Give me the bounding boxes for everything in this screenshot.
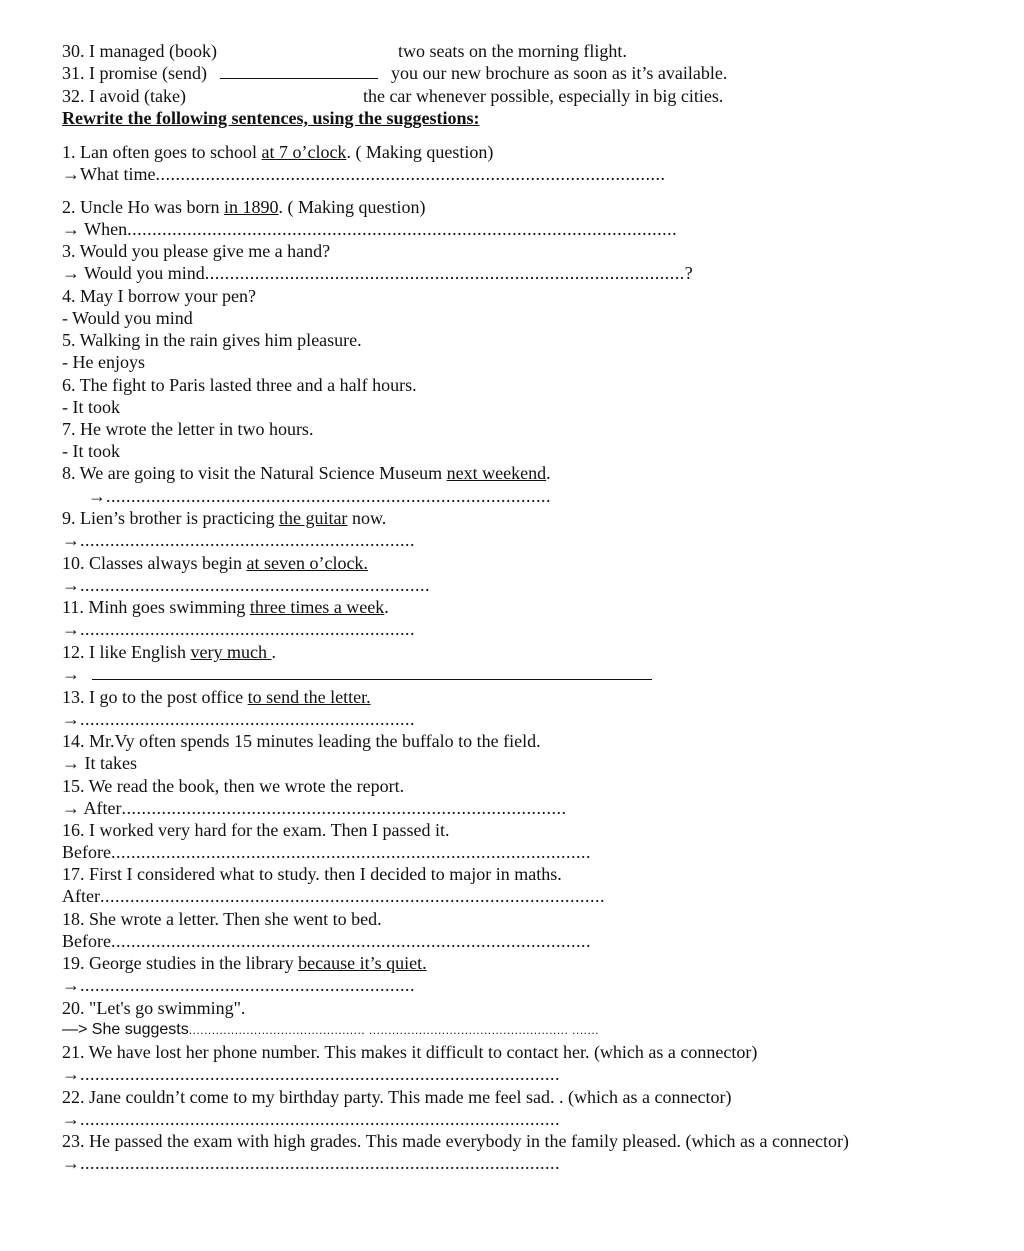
answer-11[interactable] [62, 618, 415, 640]
question-9-suffix: now. [347, 508, 387, 528]
answer-16[interactable] [62, 841, 591, 863]
answer-19[interactable] [62, 974, 415, 996]
answer-7[interactable]: - It took [62, 441, 120, 461]
question-8-underlined: next weekend [446, 463, 547, 483]
question-11-underlined: three times a week [249, 597, 385, 617]
answer-3-dots[interactable]: ................................................................................................? [204, 263, 694, 283]
arrow-icon: → [62, 530, 80, 550]
arrow-icon: → [62, 1064, 80, 1084]
question-1-suffix: . ( Making question) [346, 142, 494, 162]
answer-15[interactable] [62, 797, 566, 819]
question-5: 5. Walking in the rain gives him pleasure. [62, 330, 362, 350]
question-8-text: 8. We are going to visit the Natural Science Museum [62, 463, 447, 483]
question-10 [62, 552, 368, 574]
question-19 [62, 952, 427, 974]
answer-6[interactable]: - It took [62, 397, 120, 417]
question-12-text: 12. I like English [62, 642, 191, 662]
question-2-suffix: . ( Making question) [278, 197, 426, 217]
question-2 [62, 196, 425, 218]
arrow-icon: → [62, 1153, 80, 1173]
question-19-text: 19. George studies in the library [62, 953, 299, 973]
answer-9[interactable] [62, 529, 415, 551]
question-23: 23. He passed the exam with high grades. This made everybody in the family pleased. (which as a connector) [62, 1131, 849, 1151]
question-8-suffix: . [546, 463, 551, 483]
question-10-underlined: at seven o’clock. [246, 553, 368, 573]
answer-blank[interactable] [220, 64, 378, 79]
answer-21-dots[interactable]: ................................................................................................ [80, 1064, 560, 1084]
answer-2-prompt: → When [62, 219, 128, 239]
answer-5[interactable]: - He enjoys [62, 352, 145, 372]
question-13-underlined: to send the letter. [247, 687, 371, 707]
question-18: 18. She wrote a letter. Then she went to bed. [62, 909, 382, 929]
arrow-icon: → [62, 709, 80, 729]
answer-22-dots[interactable]: ................................................................................................ [80, 1109, 560, 1129]
answer-2-dots[interactable]: .............................................................................................................. [127, 219, 678, 239]
question-12-underlined: very much [190, 642, 272, 662]
question-9-underlined: the guitar [278, 508, 348, 528]
answer-4[interactable]: - Would you mind [62, 308, 193, 328]
question-8 [62, 462, 551, 484]
question-17: 17. First I considered what to study. then I decided to major in maths. [62, 864, 562, 884]
exercise-31-rest: you our new brochure as soon as it’s available. [390, 63, 728, 83]
answer-18[interactable] [62, 930, 591, 952]
exercise-32 [62, 85, 723, 107]
answer-18-prompt: Before [62, 931, 111, 951]
answer-19-dots[interactable]: ................................................................... [80, 975, 415, 995]
answer-16-prompt: Before [62, 842, 111, 862]
answer-20-dots[interactable]: .............................................. .................................................... ....... [188, 1023, 599, 1037]
question-3: 3. Would you please give me a hand? [62, 241, 331, 261]
answer-17[interactable] [62, 885, 605, 907]
exercise-32-prompt: 32. I avoid (take) [62, 86, 186, 106]
question-4: 4. May I borrow your pen? [62, 286, 256, 306]
question-19-underlined: because it’s quiet. [298, 953, 427, 973]
answer-1-dots[interactable]: ...................................................................................................... [155, 164, 666, 184]
question-13-text: 13. I go to the post office [62, 687, 248, 707]
answer-17-prompt: After [62, 886, 100, 906]
question-14: 14. Mr.Vy often spends 15 minutes leading the buffalo to the field. [62, 731, 541, 751]
question-9 [62, 507, 386, 529]
answer-1-prompt: →What time [62, 164, 156, 184]
answer-17-dots[interactable]: ..................................................................................................... [99, 886, 605, 906]
question-11-suffix: . [384, 597, 389, 617]
answer-12-line[interactable] [92, 665, 652, 680]
answer-3[interactable] [62, 262, 693, 284]
arrow-icon: → [62, 575, 80, 595]
answer-20-prompt: —> She suggests [62, 1021, 189, 1038]
answer-15-prompt: → After [62, 798, 122, 818]
arrow-icon: → [62, 664, 80, 684]
question-6: 6. The fight to Paris lasted three and a half hours. [62, 375, 417, 395]
question-21: 21. We have lost her phone number. This makes it difficult to contact her. (which as a connector) [62, 1042, 758, 1062]
answer-21[interactable] [62, 1063, 560, 1085]
answer-20[interactable] [62, 1019, 599, 1041]
arrow-icon: → [62, 975, 80, 995]
answer-10[interactable] [62, 574, 430, 596]
exercise-32-rest: the car whenever possible, especially in big cities. [362, 86, 724, 106]
answer-10-dots[interactable]: ...................................................................... [80, 575, 430, 595]
question-11 [62, 596, 389, 618]
arrow-icon: → [62, 619, 80, 639]
question-2-underlined: in 1890 [223, 197, 279, 217]
question-7: 7. He wrote the letter in two hours. [62, 419, 314, 439]
question-16: 16. I worked very hard for the exam. Then I passed it. [62, 820, 450, 840]
answer-8-dots[interactable]: ......................................................................................... [106, 486, 551, 506]
answer-23-dots[interactable]: ................................................................................................ [80, 1153, 560, 1173]
question-2-text: 2. Uncle Ho was born [62, 197, 224, 217]
answer-18-dots[interactable]: ................................................................................................ [110, 931, 591, 951]
question-9-text: 9. Lien’s brother is practicing [62, 508, 279, 528]
question-22: 22. Jane couldn’t come to my birthday party. This made me feel sad. . (which as a connector) [62, 1087, 732, 1107]
question-12-suffix: . [271, 642, 276, 662]
question-10-text: 10. Classes always begin [62, 553, 247, 573]
answer-16-dots[interactable]: ................................................................................................ [110, 842, 591, 862]
question-15: 15. We read the book, then we wrote the report. [62, 776, 405, 796]
question-1-underlined: at 7 o’clock [261, 142, 347, 162]
answer-2[interactable] [62, 218, 677, 240]
answer-8[interactable] [88, 485, 551, 507]
answer-15-dots[interactable]: ......................................................................................... [121, 798, 567, 818]
question-11-text: 11. Minh goes swimming [62, 597, 250, 617]
question-1-text: 1. Lan often goes to school [62, 142, 262, 162]
exercise-31 [62, 62, 727, 84]
section-heading: Rewrite the following sentences, using the suggestions: [62, 108, 480, 128]
exercise-30-rest: two seats on the morning flight. [397, 41, 627, 61]
answer-1[interactable] [62, 163, 665, 185]
question-12 [62, 641, 276, 663]
answer-22[interactable] [62, 1108, 560, 1130]
answer-13[interactable] [62, 708, 415, 730]
answer-9-dots[interactable]: ................................................................... [80, 530, 415, 550]
arrow-icon: → [88, 486, 106, 506]
question-1 [62, 141, 493, 163]
answer-3-prompt: → Would you mind [62, 263, 205, 283]
exercise-30-prompt: 30. I managed (book) [62, 41, 217, 61]
question-20: 20. "Let's go swimming". [62, 998, 246, 1018]
answer-11-dots[interactable]: ................................................................... [80, 619, 415, 639]
arrow-icon: → [62, 1109, 80, 1129]
answer-12[interactable] [62, 663, 652, 685]
exercise-31-prompt: 31. I promise (send) [62, 63, 207, 83]
answer-13-dots[interactable]: ................................................................... [80, 709, 415, 729]
question-13 [62, 686, 371, 708]
exercise-30 [62, 40, 627, 62]
answer-14[interactable]: → It takes [62, 753, 137, 773]
answer-23[interactable] [62, 1152, 560, 1174]
